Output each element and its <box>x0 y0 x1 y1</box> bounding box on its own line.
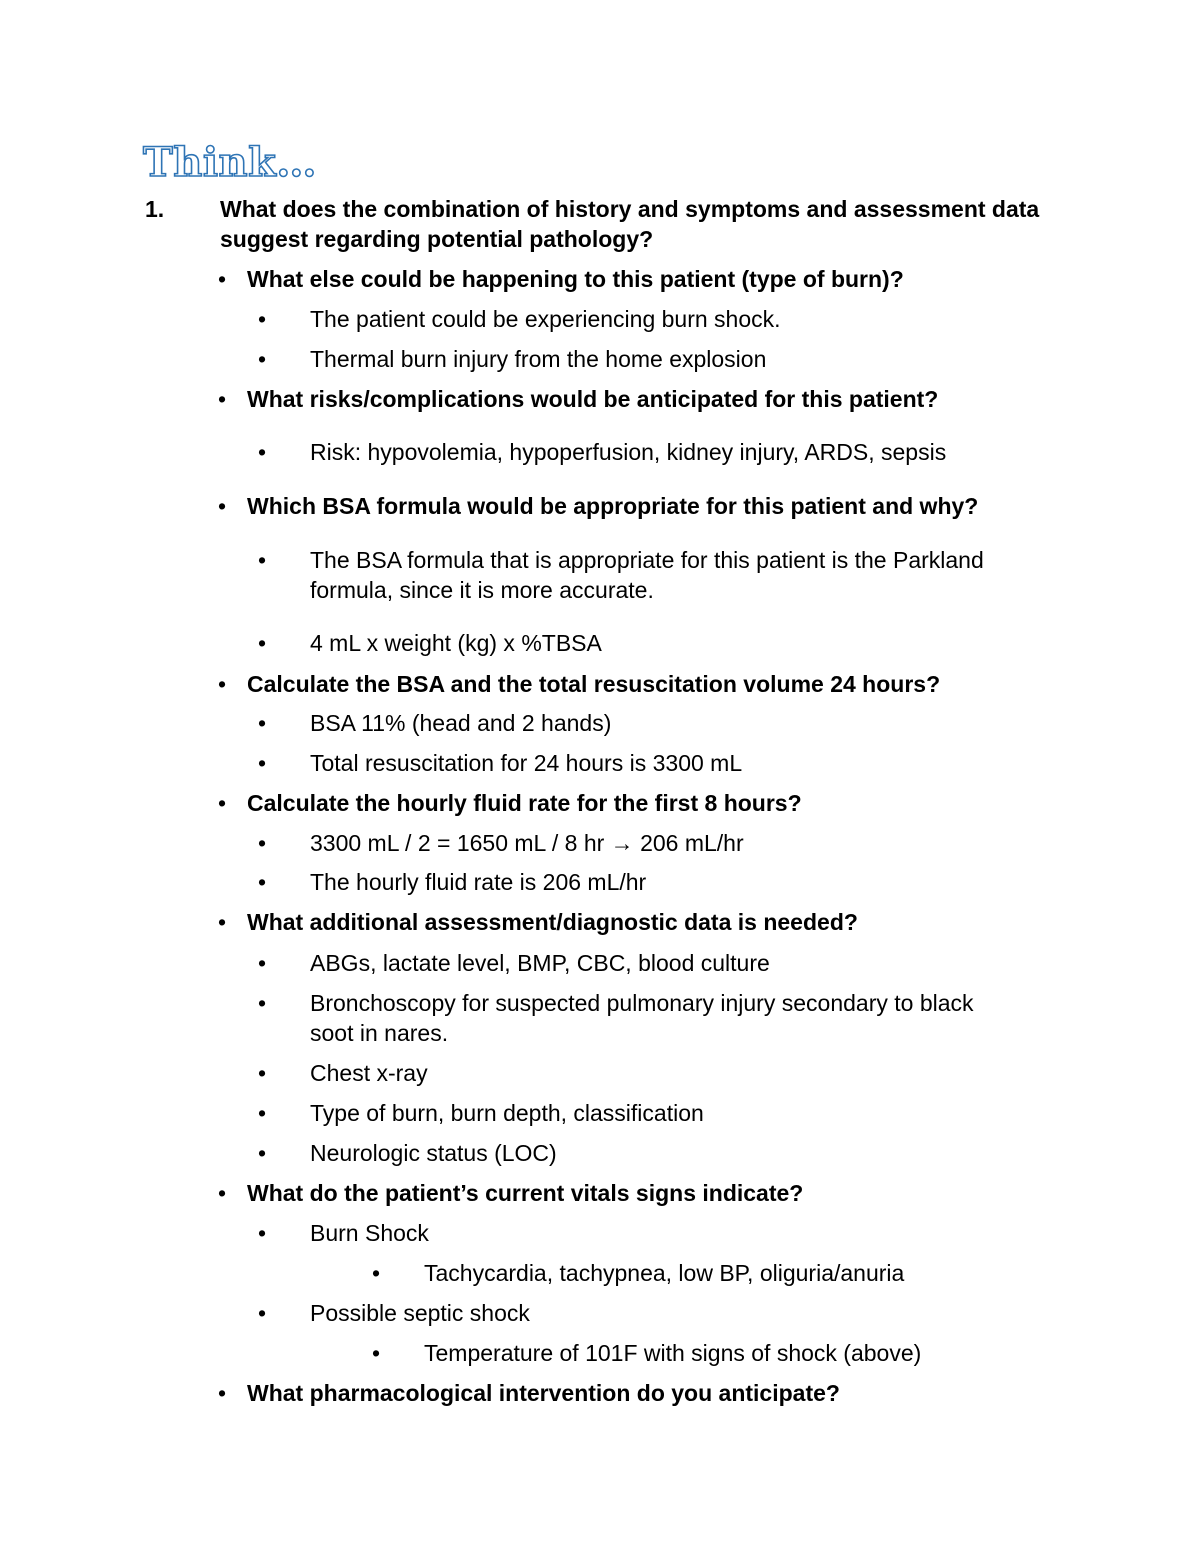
list-item-text: The BSA formula that is appropriate for this patient is the Parkland formula, since it is more accurate. <box>310 547 984 603</box>
list-item-text: Thermal burn injury from the home explosion <box>310 346 767 372</box>
question-text: What does the combination of history and symptoms and assessment data suggest regarding potential pathology? <box>220 196 1040 252</box>
bullet-icon: • <box>258 346 267 372</box>
bullet-icon: • <box>218 493 227 519</box>
list-item <box>258 1098 704 1128</box>
list-item <box>258 1298 530 1328</box>
bullet-icon: • <box>218 671 227 697</box>
section-heading-text: Calculate the hourly fluid rate for the first 8 hours? <box>247 790 802 816</box>
list-item-text: Burn Shock <box>310 1220 429 1246</box>
list-item <box>258 748 742 778</box>
section-heading-text: What do the patient’s current vitals signs indicate? <box>247 1180 804 1206</box>
bullet-icon: • <box>258 750 267 776</box>
list-item-text: Bronchoscopy for suspected pulmonary injury secondary to black soot in nares. <box>310 990 974 1046</box>
list-item-text: ABGs, lactate level, BMP, CBC, blood culture <box>310 950 770 976</box>
section-heading <box>218 491 978 521</box>
list-item-text: Chest x-ray <box>310 1060 428 1086</box>
bullet-icon: • <box>258 1140 267 1166</box>
list-item <box>258 1218 429 1248</box>
list-item <box>258 304 781 334</box>
list-item-text: BSA 11% (head and 2 hands) <box>310 710 612 736</box>
list-item <box>258 948 770 978</box>
list-item-text: Total resuscitation for 24 hours is 3300 mL <box>310 750 743 776</box>
bullet-icon: • <box>258 1060 267 1086</box>
sub-list-item <box>372 1338 921 1368</box>
bullet-icon: • <box>218 1180 227 1206</box>
bullet-icon: • <box>258 950 267 976</box>
list-item <box>258 828 744 858</box>
list-item-text: Neurologic status (LOC) <box>310 1140 557 1166</box>
list-item <box>258 628 602 658</box>
list-item-text: Type of burn, burn depth, classification <box>310 1100 704 1126</box>
bullet-icon: • <box>258 710 267 736</box>
list-item <box>258 1138 557 1168</box>
list-item <box>258 344 766 374</box>
bullet-icon: • <box>258 630 267 656</box>
bullet-icon: • <box>258 1100 267 1126</box>
section-heading <box>218 1178 803 1208</box>
section-heading <box>218 788 802 818</box>
sub-list-item <box>372 1258 904 1288</box>
list-item <box>258 437 946 467</box>
bullet-icon: • <box>258 869 267 895</box>
bullet-icon: • <box>258 1300 267 1326</box>
bullet-icon: • <box>258 306 267 332</box>
section-heading <box>218 907 858 937</box>
bullet-icon: • <box>258 547 267 573</box>
section-heading <box>218 384 938 414</box>
list-item <box>258 988 1018 1048</box>
list-item-text: The patient could be experiencing burn shock. <box>310 306 781 332</box>
list-item-text: 4 mL x weight (kg) x %TBSA <box>310 630 602 656</box>
bullet-icon: • <box>372 1340 381 1366</box>
section-heading-text: Calculate the BSA and the total resuscitation volume 24 hours? <box>247 671 941 697</box>
bullet-icon: • <box>258 830 267 856</box>
question-number: 1. <box>145 196 165 222</box>
section-heading-text: What else could be happening to this patient (type of burn)? <box>247 266 904 292</box>
section-heading-text: Which BSA formula would be appropriate for this patient and why? <box>247 493 979 519</box>
list-item-text: Risk: hypovolemia, hypoperfusion, kidney injury, ARDS, sepsis <box>310 439 947 465</box>
list-item <box>258 867 646 897</box>
bullet-icon: • <box>218 909 227 935</box>
bullet-icon: • <box>258 990 267 1016</box>
list-item <box>258 545 1018 605</box>
section-heading-text: What risks/complications would be anticipated for this patient? <box>247 386 939 412</box>
sub-list-item-text: Temperature of 101F with signs of shock (above) <box>424 1340 922 1366</box>
list-item <box>258 1058 428 1088</box>
bullet-icon: • <box>258 1220 267 1246</box>
bullet-icon: • <box>258 439 267 465</box>
bullet-icon: • <box>218 386 227 412</box>
list-item-text: Possible septic shock <box>310 1300 530 1326</box>
section-heading-text: What additional assessment/diagnostic data is needed? <box>247 909 858 935</box>
page-title: Think… <box>143 139 317 186</box>
section-heading <box>218 1378 840 1408</box>
list-item-text: The hourly fluid rate is 206 mL/hr <box>310 869 647 895</box>
sub-list-item-text: Tachycardia, tachypnea, low BP, oliguria/anuria <box>424 1260 905 1286</box>
bullet-icon: • <box>372 1260 381 1286</box>
bullet-icon: • <box>218 790 227 816</box>
list-item-text: 3300 mL / 2 = 1650 mL / 8 hr → 206 mL/hr <box>310 830 744 856</box>
bullet-icon: • <box>218 266 227 292</box>
section-heading <box>218 669 940 699</box>
list-item <box>258 708 611 738</box>
bullet-icon: • <box>218 1380 227 1406</box>
section-heading <box>218 264 904 294</box>
section-heading-text: What pharmacological intervention do you anticipate? <box>247 1380 840 1406</box>
